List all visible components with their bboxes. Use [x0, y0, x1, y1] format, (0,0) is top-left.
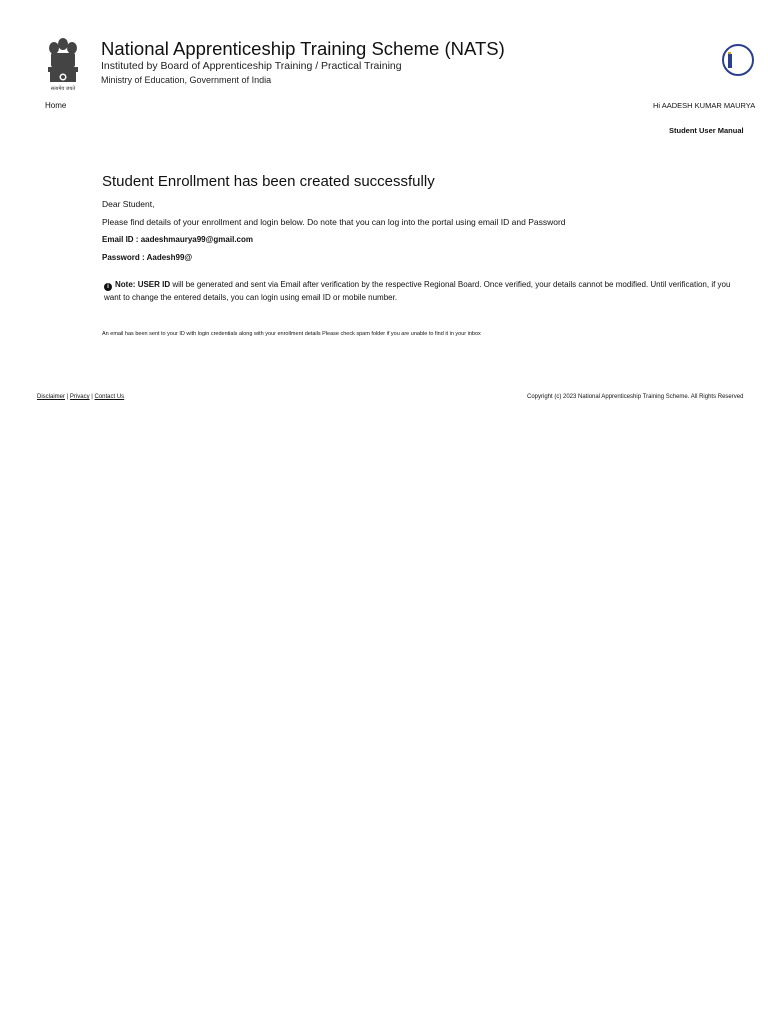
intro-text: Please find details of your enrollment and login below. Do note that you can log into the portal using email ID and Password — [102, 217, 566, 227]
footer-separator: | — [89, 394, 95, 400]
success-heading: Student Enrollment has been created successfully — [102, 173, 435, 190]
emblem-caption: सत्यमेव जयते — [50, 86, 76, 92]
password-value: Aadesh99@ — [146, 253, 193, 262]
footer-separator: | — [65, 394, 70, 400]
privacy-link[interactable]: Privacy — [69, 394, 90, 400]
password-label: Password : — [102, 253, 147, 262]
ministry-label: Ministry of Education, Government of India — [101, 75, 272, 85]
student-user-manual-link[interactable]: Student User Manual — [669, 126, 744, 135]
email-id-value: aadeshmaurya99@gmail.com — [140, 235, 253, 244]
copyright-text: Copyright (c) 2023 National Apprenticeship Training Scheme. All Rights Reserved — [527, 394, 744, 400]
user-greeting[interactable]: Hi AADESH KUMAR MAURYA — [653, 101, 756, 110]
salutation: Dear Student, — [102, 199, 155, 209]
disclaimer-link[interactable]: Disclaimer — [37, 394, 66, 400]
info-icon: i — [104, 283, 112, 291]
site-subtitle: Instituted by Board of Apprenticeship Training / Practical Training — [101, 60, 402, 72]
contact-us-link[interactable]: Contact Us — [94, 394, 125, 400]
note-user-id: USER ID — [137, 280, 171, 289]
nav-home-link[interactable]: Home — [45, 101, 67, 110]
password-line — [102, 253, 192, 262]
footer-links — [37, 394, 124, 400]
email-id-line — [102, 235, 253, 244]
national-emblem-icon — [42, 36, 84, 94]
nats-logo-icon — [720, 42, 734, 78]
note-label: Note: — [115, 280, 136, 289]
email-id-label: Email ID : — [102, 235, 141, 244]
site-title: National Apprenticeship Training Scheme (NATS) — [101, 38, 505, 59]
email-sent-notice: An email has been sent to your ID with login credentials along with your enrollment details Please check spam folder if you are unable to find it in your inbox — [102, 331, 481, 337]
verification-note — [104, 278, 734, 306]
note-text: will be generated and sent via Email after verification by the respective Regional Board. Once verified, your details cannot be modified. Until verification, if you want to change the entered details, you can login using email ID or mobile number. — [104, 280, 731, 302]
